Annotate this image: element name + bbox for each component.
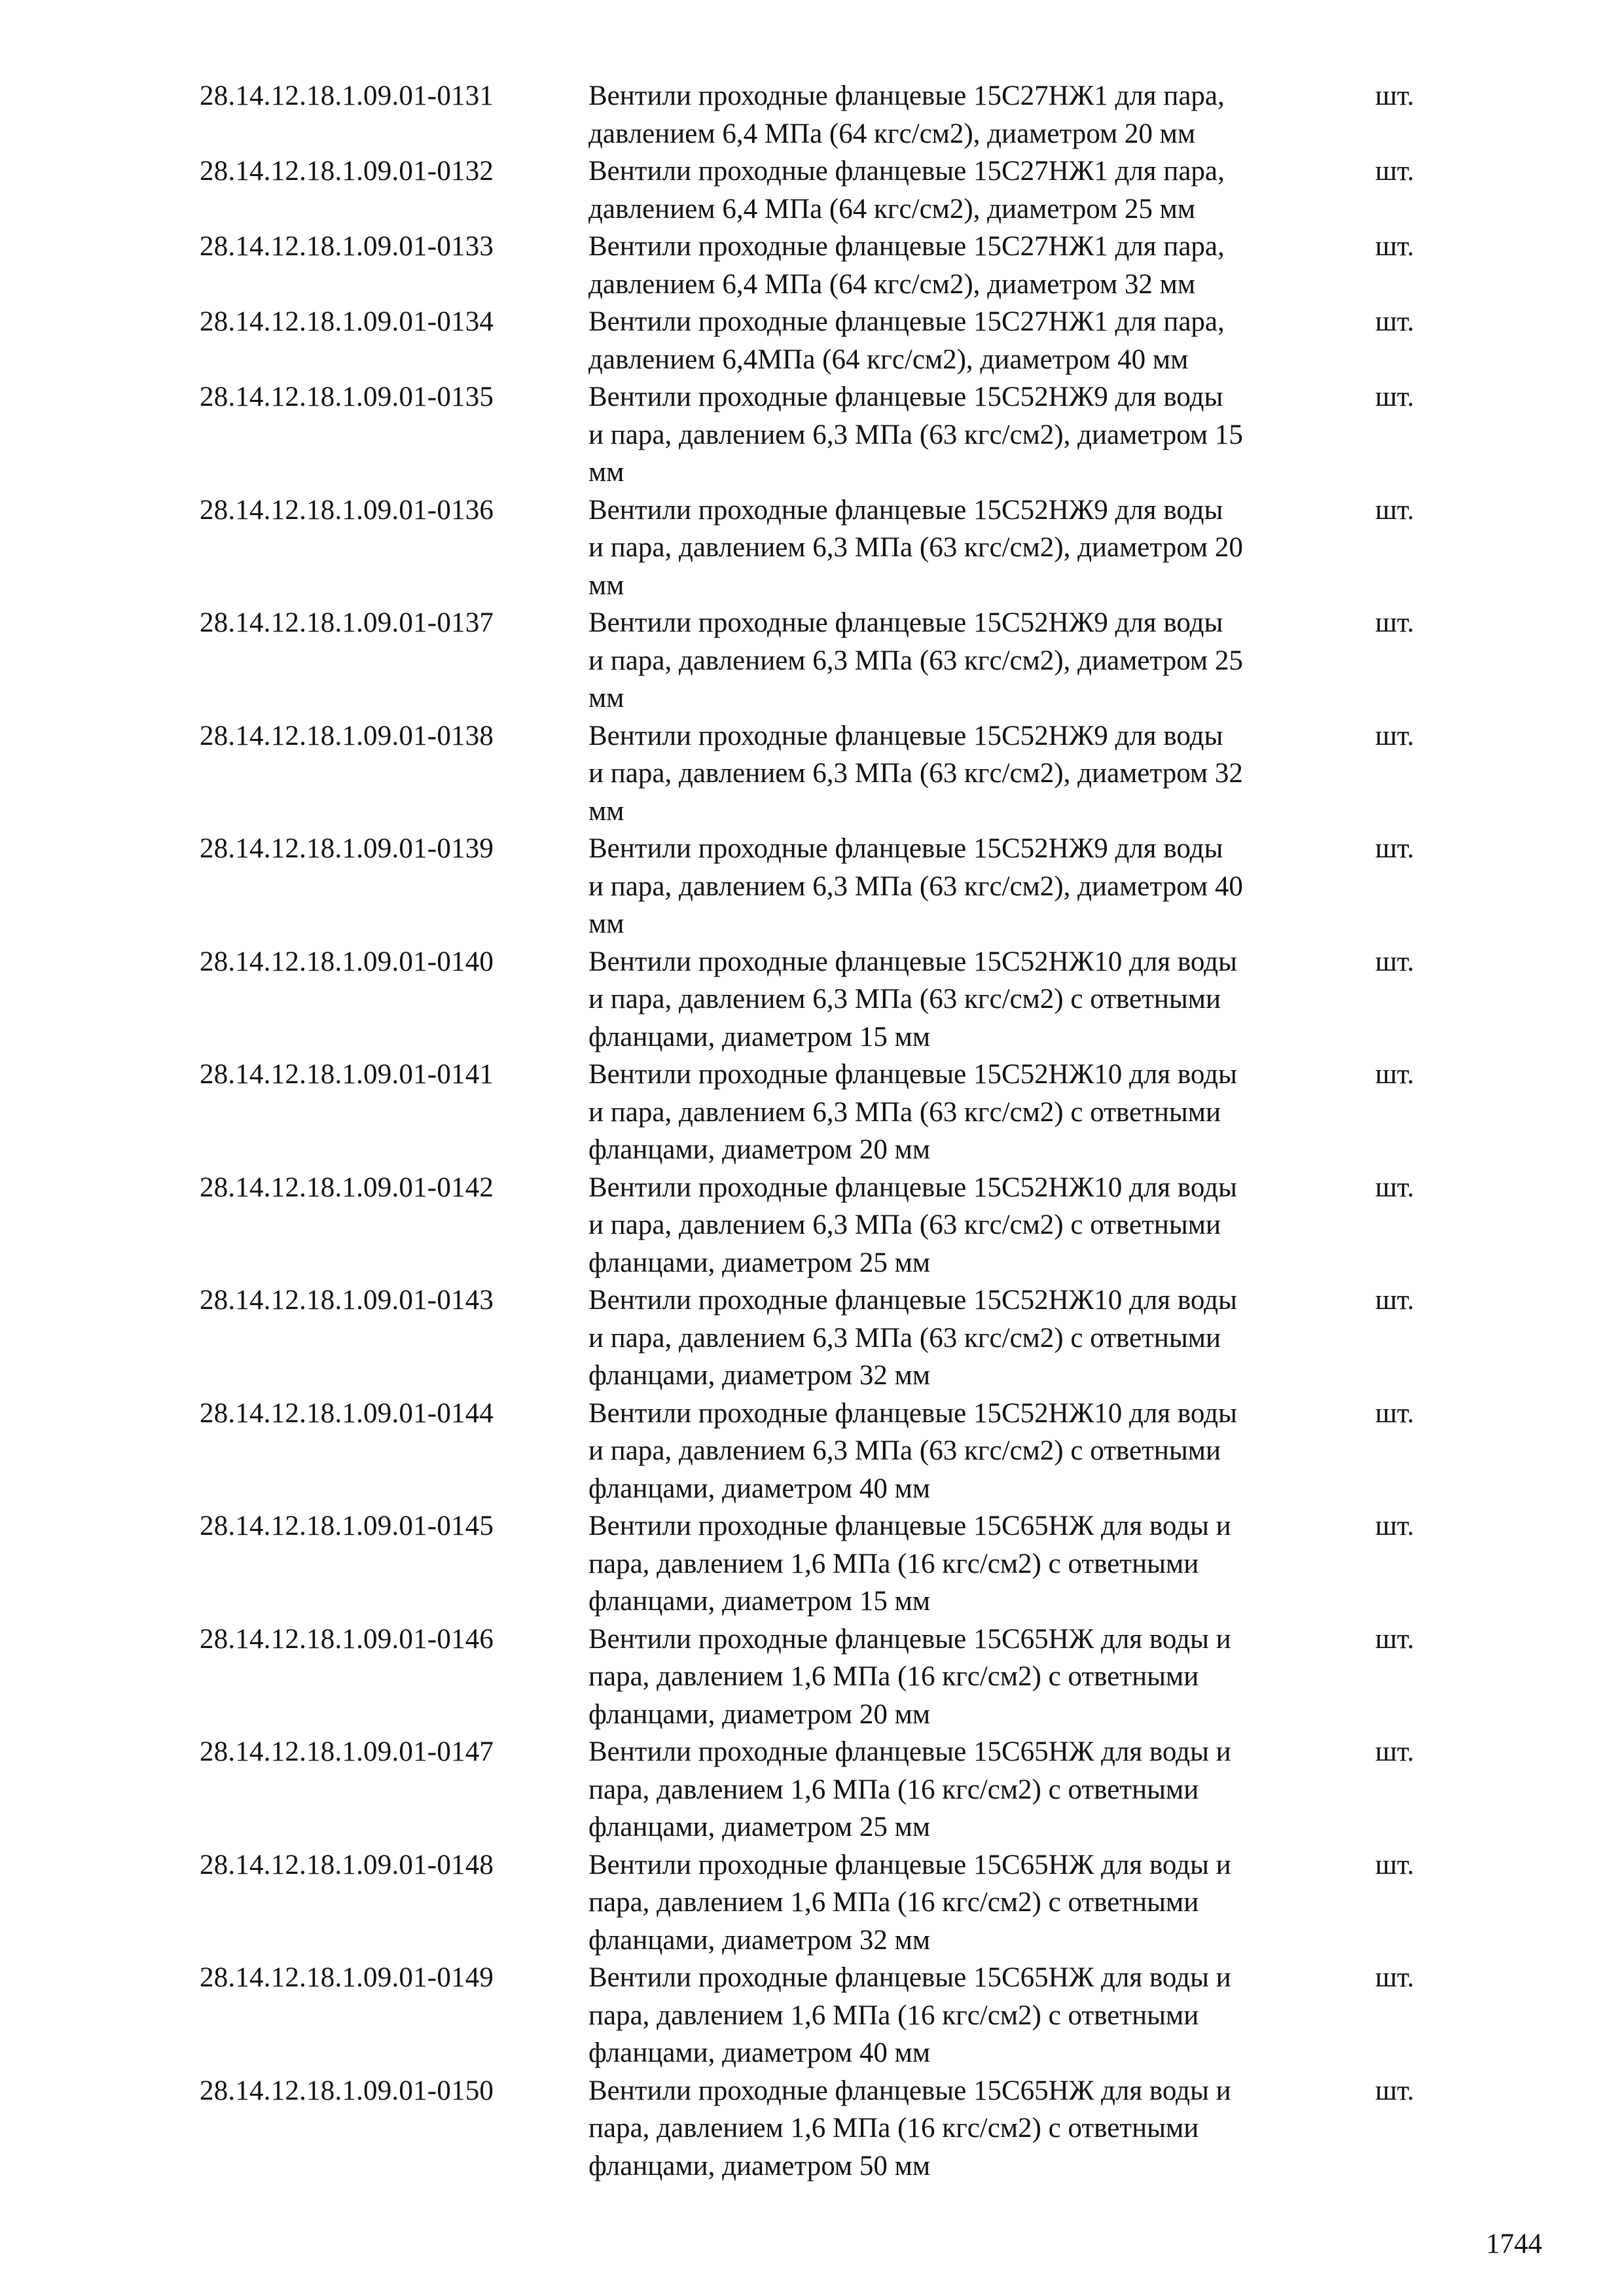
table-row: [200, 77, 1443, 152]
item-unit: шт.: [1375, 1397, 1415, 1429]
catalog-table: [200, 77, 1443, 2185]
item-description: Вентили проходные фланцевые 15С27НЖ1 для пара, давлением 6,4 МПа (64 кгс/см2), диаметром 25 мм: [588, 156, 1225, 224]
item-code: 28.14.12.18.1.09.01-0133: [200, 231, 494, 262]
item-description: Вентили проходные фланцевые 15С52НЖ10 для воды и пара, давлением 6,3 МПа (63 кгс/см2) с ответными фланцами, диаметром 40 мм: [588, 1397, 1237, 1504]
table-row: [200, 228, 1443, 303]
item-code: 28.14.12.18.1.09.01-0148: [200, 1849, 494, 1880]
item-unit: шт.: [1375, 494, 1415, 526]
item-code: 28.14.12.18.1.09.01-0140: [200, 946, 494, 977]
table-row: [200, 1282, 1443, 1395]
table-row: [200, 152, 1443, 228]
item-code: 28.14.12.18.1.09.01-0135: [200, 382, 494, 412]
item-description: Вентили проходные фланцевые 15С65НЖ для воды и пара, давлением 1,6 МПа (16 кгс/см2) с ответными фланцами, диаметром 32 мм: [588, 1849, 1231, 1956]
table-row: [200, 2072, 1443, 2185]
item-unit: шт.: [1375, 1623, 1415, 1655]
item-code: 28.14.12.18.1.09.01-0136: [200, 494, 494, 526]
item-code: 28.14.12.18.1.09.01-0146: [200, 1623, 494, 1655]
item-unit: шт.: [1375, 1962, 1415, 1993]
page-number: 1744: [1486, 2229, 1542, 2259]
item-code: 28.14.12.18.1.09.01-0149: [200, 1962, 494, 1993]
item-code: 28.14.12.18.1.09.01-0132: [200, 156, 494, 187]
item-code: 28.14.12.18.1.09.01-0142: [200, 1172, 494, 1203]
item-unit: шт.: [1375, 231, 1415, 262]
table-row: [200, 604, 1443, 717]
item-code: 28.14.12.18.1.09.01-0147: [200, 1736, 494, 1767]
item-code: 28.14.12.18.1.09.01-0134: [200, 306, 494, 337]
item-code: 28.14.12.18.1.09.01-0137: [200, 607, 494, 638]
item-unit: шт.: [1375, 1172, 1415, 1203]
item-description: Вентили проходные фланцевые 15С27НЖ1 для пара, давлением 6,4МПа (64 кгс/см2), диаметром 40 мм: [588, 306, 1225, 375]
item-code: 28.14.12.18.1.09.01-0150: [200, 2075, 494, 2106]
item-description: Вентили проходные фланцевые 15С65НЖ для воды и пара, давлением 1,6 МПа (16 кгс/см2) с ответными фланцами, диаметром 25 мм: [588, 1736, 1231, 1842]
item-description: Вентили проходные фланцевые 15С52НЖ10 для воды и пара, давлением 6,3 МПа (63 кгс/см2) с ответными фланцами, диаметром 20 мм: [588, 1059, 1237, 1165]
item-description: Вентили проходные фланцевые 15С52НЖ9 для воды и пара, давлением 6,3 МПа (63 кгс/см2), диаметром 25 мм: [588, 607, 1243, 713]
item-unit: шт.: [1375, 1511, 1415, 1541]
item-description: Вентили проходные фланцевые 15С52НЖ10 для воды и пара, давлением 6,3 МПа (63 кгс/см2) с ответными фланцами, диаметром 32 мм: [588, 1285, 1237, 1391]
item-unit: шт.: [1375, 1736, 1415, 1767]
item-unit: шт.: [1375, 2075, 1415, 2106]
item-unit: шт.: [1375, 946, 1415, 977]
item-code: 28.14.12.18.1.09.01-0138: [200, 720, 494, 751]
item-unit: шт.: [1375, 1059, 1415, 1090]
item-unit: шт.: [1375, 607, 1415, 638]
item-unit: шт.: [1375, 306, 1415, 337]
item-description: Вентили проходные фланцевые 15С52НЖ9 для воды и пара, давлением 6,3 МПа (63 кгс/см2), диаметром 20 мм: [588, 494, 1243, 601]
table-row: [200, 1959, 1443, 2072]
table-row: [200, 717, 1443, 831]
item-description: Вентили проходные фланцевые 15С65НЖ для воды и пара, давлением 1,6 МПа (16 кгс/см2) с ответными фланцами, диаметром 40 мм: [588, 1962, 1231, 2068]
table-row: [200, 1056, 1443, 1169]
table-row: [200, 943, 1443, 1056]
table-row: [200, 303, 1443, 378]
table-row: [200, 1733, 1443, 1846]
item-unit: шт.: [1375, 1285, 1415, 1316]
item-description: Вентили проходные фланцевые 15С52НЖ10 для воды и пара, давлением 6,3 МПа (63 кгс/см2) с ответными фланцами, диаметром 15 мм: [588, 946, 1237, 1052]
item-code: 28.14.12.18.1.09.01-0143: [200, 1285, 494, 1316]
item-code: 28.14.12.18.1.09.01-0145: [200, 1511, 494, 1541]
item-code: 28.14.12.18.1.09.01-0141: [200, 1059, 494, 1090]
item-code: 28.14.12.18.1.09.01-0139: [200, 833, 494, 864]
table-row: [200, 830, 1443, 943]
table-row: [200, 1395, 1443, 1508]
item-unit: шт.: [1375, 156, 1415, 187]
item-unit: шт.: [1375, 81, 1415, 111]
item-description: Вентили проходные фланцевые 15С52НЖ9 для воды и пара, давлением 6,3 МПа (63 кгс/см2), диаметром 40 мм: [588, 833, 1243, 939]
item-description: Вентили проходные фланцевые 15С52НЖ9 для воды и пара, давлением 6,3 МПа (63 кгс/см2), диаметром 32 мм: [588, 720, 1243, 827]
item-unit: шт.: [1375, 720, 1415, 751]
item-code: 28.14.12.18.1.09.01-0131: [200, 81, 494, 111]
table-row: [200, 1621, 1443, 1734]
item-unit: шт.: [1375, 1849, 1415, 1880]
item-description: Вентили проходные фланцевые 15С52НЖ9 для воды и пара, давлением 6,3 МПа (63 кгс/см2), диаметром 15 мм: [588, 382, 1243, 488]
table-row: [200, 1507, 1443, 1621]
table-row: [200, 1846, 1443, 1960]
item-description: Вентили проходные фланцевые 15С27НЖ1 для пара, давлением 6,4 МПа (64 кгс/см2), диаметром 20 мм: [588, 81, 1225, 149]
table-row: [200, 492, 1443, 605]
item-unit: шт.: [1375, 833, 1415, 864]
table-row: [200, 1169, 1443, 1282]
item-description: Вентили проходные фланцевые 15С27НЖ1 для пара, давлением 6,4 МПа (64 кгс/см2), диаметром 32 мм: [588, 231, 1225, 300]
item-description: Вентили проходные фланцевые 15С65НЖ для воды и пара, давлением 1,6 МПа (16 кгс/см2) с ответными фланцами, диаметром 20 мм: [588, 1623, 1231, 1730]
table-row: [200, 378, 1443, 492]
item-description: Вентили проходные фланцевые 15С65НЖ для воды и пара, давлением 1,6 МПа (16 кгс/см2) с ответными фланцами, диаметром 15 мм: [588, 1511, 1231, 1617]
item-code: 28.14.12.18.1.09.01-0144: [200, 1397, 494, 1429]
item-description: Вентили проходные фланцевые 15С65НЖ для воды и пара, давлением 1,6 МПа (16 кгс/см2) с ответными фланцами, диаметром 50 мм: [588, 2075, 1231, 2181]
item-description: Вентили проходные фланцевые 15С52НЖ10 для воды и пара, давлением 6,3 МПа (63 кгс/см2) с ответными фланцами, диаметром 25 мм: [588, 1172, 1237, 1278]
item-unit: шт.: [1375, 382, 1415, 412]
